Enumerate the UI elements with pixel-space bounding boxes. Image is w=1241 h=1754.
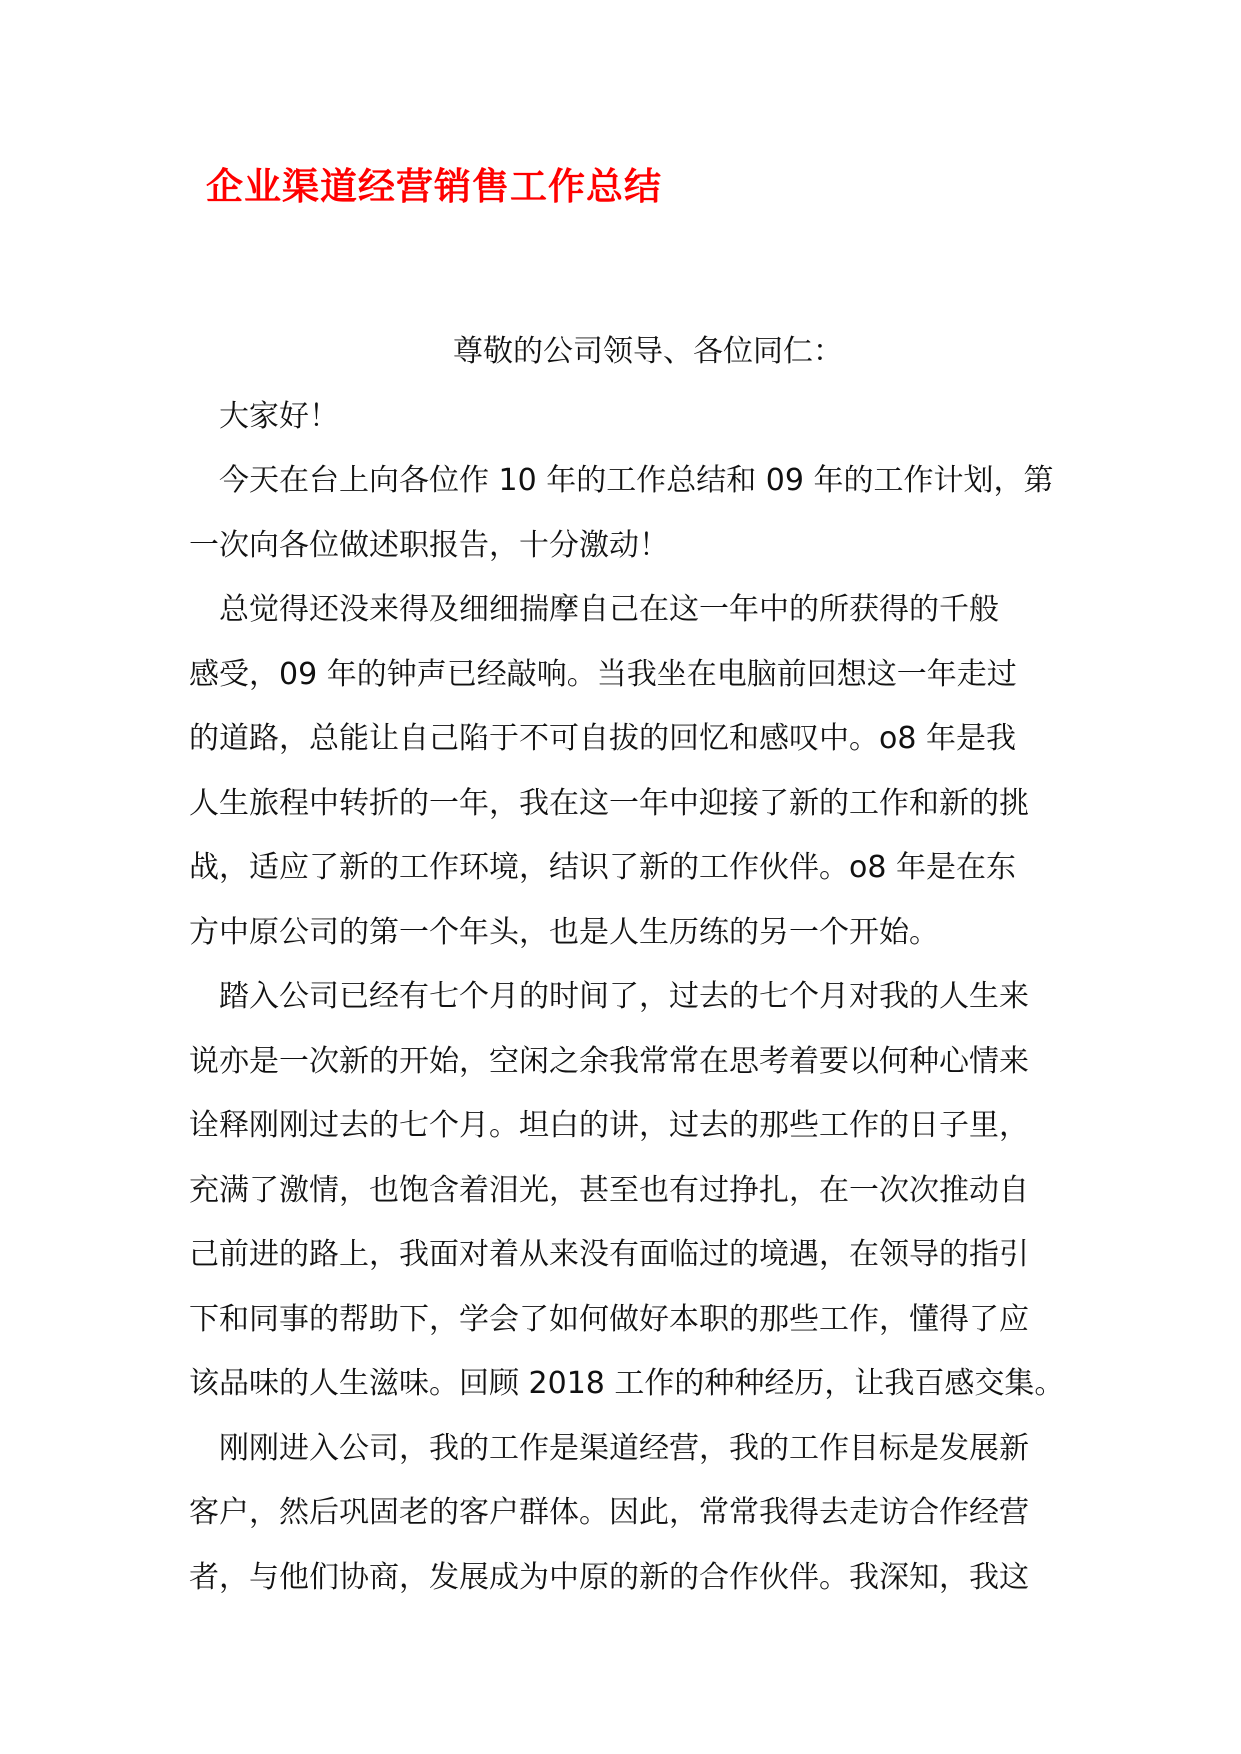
- paragraph-3-line-3: 诠释刚刚过去的七个月。坦白的讲，过去的那些工作的日子里，: [189, 1108, 1029, 1143]
- salutation-line: 尊敬的公司领导、各位同仁：: [453, 334, 843, 369]
- document-body: [189, 320, 1065, 1610]
- paragraph-2-line-3: 的道路，总能让自己陷于不可自拔的回忆和感叹中。o8 年是我: [189, 721, 1016, 756]
- paragraph-3-line-6: 下和同事的帮助下，学会了如何做好本职的那些工作，懂得了应: [189, 1301, 1029, 1337]
- paragraph-3-line-5: 己前进的路上，我面对着从来没有面临过的境遇，在领导的指引: [189, 1237, 1029, 1272]
- paragraph-3-line-4: 充满了激情，也饱含着泪光，甚至也有过挣扎，在一次次推动自: [189, 1172, 1029, 1208]
- paragraph-4-line-2: 客户，然后巩固老的客户群体。因此，常常我得去走访合作经营: [189, 1495, 1029, 1530]
- paragraph-2-line-1: 总觉得还没来得及细细揣摩自己在这一年中的所获得的千般: [219, 592, 999, 627]
- paragraph-3-line-1: 踏入公司已经有七个月的时间了，过去的七个月对我的人生来: [219, 979, 1029, 1014]
- paragraph-2-line-4: 人生旅程中转折的一年，我在这一年中迎接了新的工作和新的挑: [189, 785, 1029, 821]
- paragraph-2-line-6: 方中原公司的第一个年头，也是人生历练的另一个开始。: [189, 914, 939, 950]
- paragraph-1-line-1: 今天在台上向各位作 10 年的工作总结和 09 年的工作计划，第: [219, 463, 1054, 498]
- paragraph-2-line-2: 感受，09 年的钟声已经敲响。当我坐在电脑前回想这一年走过: [189, 656, 1017, 692]
- paragraph-4-line-1: 刚刚进入公司，我的工作是渠道经营，我的工作目标是发展新: [219, 1430, 1029, 1466]
- greeting-line: 大家好！: [219, 398, 339, 434]
- paragraph-2-line-5: 战，适应了新的工作环境，结识了新的工作伙伴。o8 年是在东: [189, 850, 1016, 885]
- document-title: 企业渠道经营销售工作总结: [206, 164, 662, 208]
- paragraph-3-line-2: 说亦是一次新的开始，空闲之余我常常在思考着要以何种心情来: [189, 1043, 1029, 1079]
- paragraph-3-line-7: 该品味的人生滋味。回顾 2018 工作的种种经历，让我百感交集。: [189, 1366, 1065, 1401]
- paragraph-1-line-2: 一次向各位做述职报告，十分激动！: [189, 527, 669, 563]
- paragraph-4-line-3: 者，与他们协商，发展成为中原的新的合作伙伴。我深知，我这: [189, 1559, 1029, 1595]
